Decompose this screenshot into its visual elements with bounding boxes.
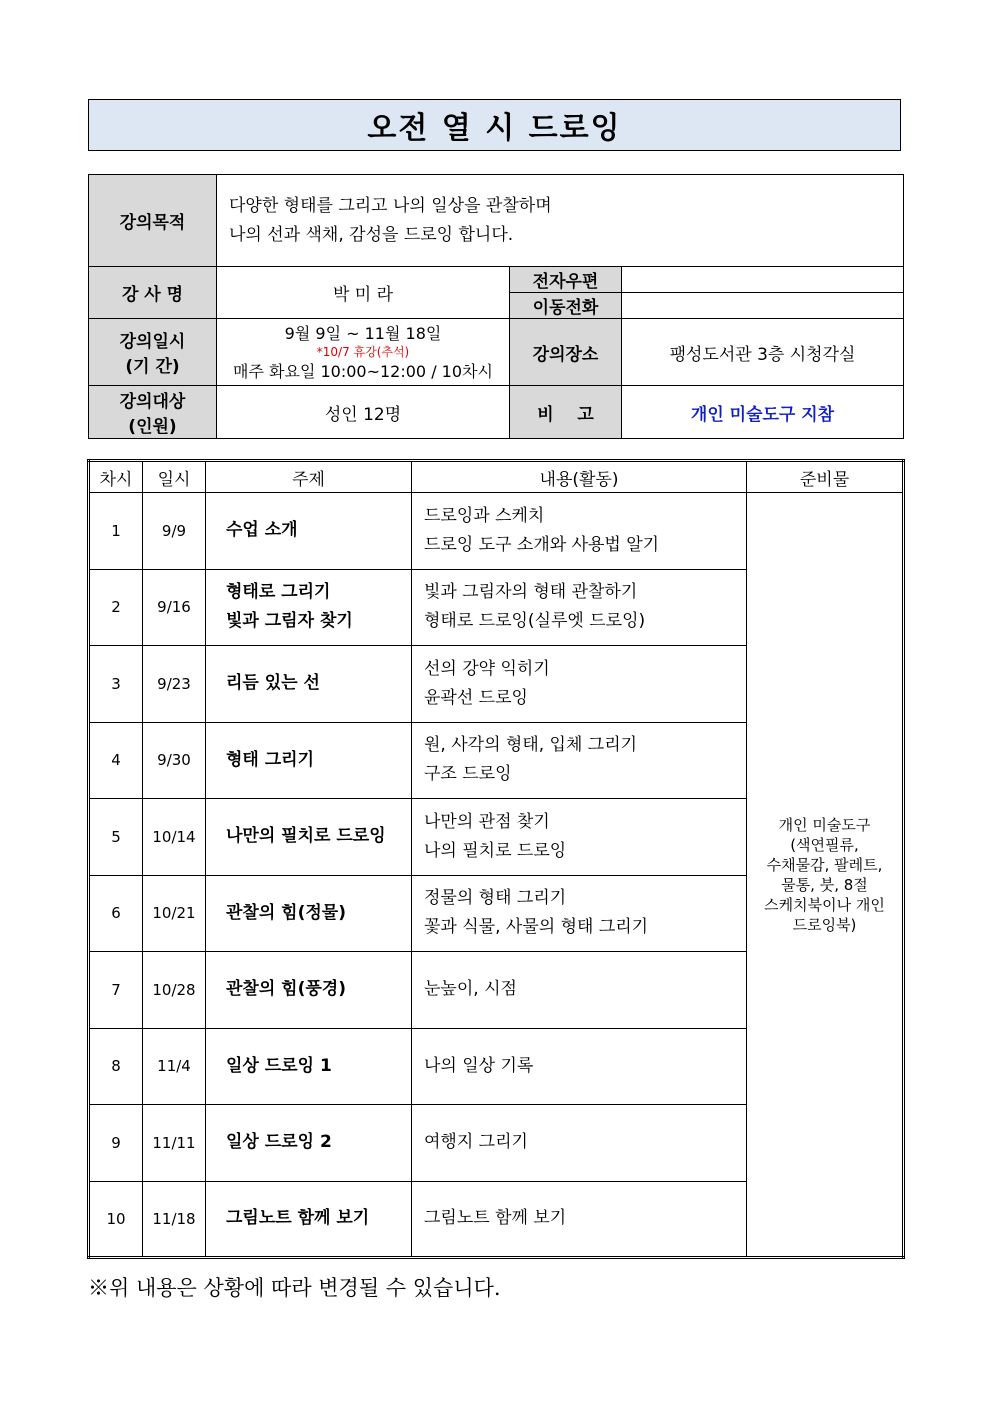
session-topic [206, 569, 412, 646]
session-topic [206, 493, 412, 570]
session-activity [412, 875, 747, 952]
schedule-table [87, 459, 905, 1259]
purpose-line-1: 다양한 형태를 그리고 나의 일상을 관찰하며 [229, 195, 552, 216]
session-date: 10/14 [143, 799, 206, 876]
target-label-line-1: 강의대상 [119, 392, 186, 412]
header-materials: 준비물 [747, 461, 904, 493]
purpose-value [217, 175, 904, 267]
period-label-line-2: (기 간) [125, 357, 180, 377]
period-label [89, 319, 217, 386]
session-number: 5 [89, 799, 143, 876]
table-row [89, 493, 904, 570]
topic-line-2: 빛과 그림자 찾기 [226, 611, 353, 632]
period-value [217, 319, 510, 386]
schedule-header-row [89, 461, 904, 493]
topic-line-1: 관찰의 힘(정물) [226, 902, 346, 923]
topic-line-1: 형태로 그리기 [226, 582, 331, 603]
materials-line: 수채물감, 팔레트, [766, 855, 883, 874]
period-label-line-1: 강의일시 [119, 332, 186, 352]
session-number: 6 [89, 875, 143, 952]
page-title: 오전 열 시 드로잉 [367, 111, 622, 146]
activity-line-1: 눈높이, 시점 [424, 979, 517, 1000]
session-activity [412, 493, 747, 570]
session-activity [412, 646, 747, 723]
materials-line: 스케치북이나 개인 [764, 895, 885, 914]
period-weekly: 매주 화요일 10:00~12:00 / 10차시 [233, 361, 493, 381]
topic-line-1: 리듬 있는 선 [226, 673, 320, 694]
session-topic [206, 722, 412, 799]
topic-line-1: 일상 드로잉 2 [226, 1132, 332, 1153]
note-value: 개인 미술도구 지참 [622, 386, 904, 439]
session-topic [206, 1028, 412, 1105]
session-topic [206, 1181, 412, 1258]
session-date: 11/4 [143, 1028, 206, 1105]
topic-line-1: 관찰의 힘(풍경) [226, 979, 346, 1000]
header-topic: 주제 [206, 461, 412, 493]
session-number: 8 [89, 1028, 143, 1105]
session-topic [206, 646, 412, 723]
instructor-label: 강 사 명 [89, 267, 217, 319]
session-date: 9/23 [143, 646, 206, 723]
session-activity [412, 569, 747, 646]
period-row [89, 319, 904, 386]
activity-line-2: 윤곽선 드로잉 [424, 687, 528, 708]
session-activity [412, 1105, 747, 1182]
session-date: 11/18 [143, 1181, 206, 1258]
purpose-line-2: 나의 선과 색채, 감성을 드로잉 합니다. [229, 224, 514, 245]
footnote: ※위 내용은 상황에 따라 변경될 수 있습니다. [88, 1276, 501, 1300]
topic-line-1: 수업 소개 [226, 520, 298, 541]
topic-line-1: 그림노트 함께 보기 [226, 1208, 370, 1229]
header-activity: 내용(활동) [412, 461, 747, 493]
topic-line-1: 일상 드로잉 1 [226, 1055, 332, 1076]
target-label [89, 386, 217, 439]
session-number: 3 [89, 646, 143, 723]
topic-line-1: 형태 그리기 [226, 749, 315, 770]
activity-line-1: 정물의 형태 그리기 [424, 888, 567, 909]
session-activity [412, 952, 747, 1029]
target-label-line-2: (인원) [128, 417, 177, 437]
session-topic [206, 799, 412, 876]
session-topic [206, 952, 412, 1029]
target-value: 성인 12명 [217, 386, 510, 439]
materials-line: 드로잉북) [792, 915, 857, 934]
session-date: 11/11 [143, 1105, 206, 1182]
place-value: 팽성도서관 3층 시청각실 [622, 319, 904, 386]
note-label: 비 고 [510, 386, 622, 439]
session-activity [412, 799, 747, 876]
period-dates: 9월 9일 ~ 11월 18일 [284, 323, 442, 343]
target-row [89, 386, 904, 439]
session-date: 9/9 [143, 493, 206, 570]
activity-line-1: 여행지 그리기 [424, 1132, 528, 1153]
session-date: 9/30 [143, 722, 206, 799]
place-label: 강의장소 [510, 319, 622, 386]
materials-line: (색연필류, [790, 835, 859, 854]
session-topic [206, 875, 412, 952]
purpose-row [89, 175, 904, 267]
session-activity [412, 1028, 747, 1105]
session-activity [412, 1181, 747, 1258]
materials-line: 물통, 붓, 8절 [781, 875, 868, 894]
activity-line-2: 나의 필치로 드로잉 [424, 840, 567, 861]
topic-line-1: 나만의 필치로 드로잉 [226, 826, 386, 847]
purpose-label: 강의목적 [89, 175, 217, 267]
instructor-name: 박 미 라 [217, 267, 510, 319]
phone-label: 이동전화 [510, 293, 622, 319]
activity-line-1: 그림노트 함께 보기 [424, 1208, 567, 1229]
activity-line-2: 구조 드로잉 [424, 764, 512, 785]
instructor-row [89, 267, 904, 293]
materials-cell [747, 493, 904, 1258]
session-activity [412, 722, 747, 799]
activity-line-1: 나의 일상 기록 [424, 1055, 534, 1076]
session-number: 9 [89, 1105, 143, 1182]
materials-line: 개인 미술도구 [778, 815, 871, 834]
activity-line-1: 원, 사각의 형태, 입체 그리기 [424, 735, 638, 756]
session-number: 2 [89, 569, 143, 646]
session-number: 10 [89, 1181, 143, 1258]
activity-line-1: 나만의 관점 찾기 [424, 811, 550, 832]
email-value [622, 267, 904, 293]
session-date: 10/28 [143, 952, 206, 1029]
activity-line-2: 드로잉 도구 소개와 사용법 알기 [424, 534, 660, 555]
header-session: 차시 [89, 461, 143, 493]
email-label: 전자우편 [510, 267, 622, 293]
activity-line-2: 꽃과 식물, 사물의 형태 그리기 [424, 917, 649, 938]
session-number: 7 [89, 952, 143, 1029]
activity-line-1: 드로잉과 스케치 [424, 505, 545, 526]
phone-value [622, 293, 904, 319]
title-banner [88, 99, 901, 151]
activity-line-2: 형태로 드로잉(실루엣 드로잉) [424, 611, 646, 632]
activity-line-1: 빛과 그림자의 형태 관찰하기 [424, 582, 638, 603]
session-topic [206, 1105, 412, 1182]
session-number: 1 [89, 493, 143, 570]
session-date: 9/16 [143, 569, 206, 646]
session-number: 4 [89, 722, 143, 799]
period-holiday-note: *10/7 휴강(추석) [316, 344, 410, 359]
session-date: 10/21 [143, 875, 206, 952]
activity-line-1: 선의 강약 익히기 [424, 658, 550, 679]
header-date: 일시 [143, 461, 206, 493]
course-info-table [88, 174, 904, 439]
